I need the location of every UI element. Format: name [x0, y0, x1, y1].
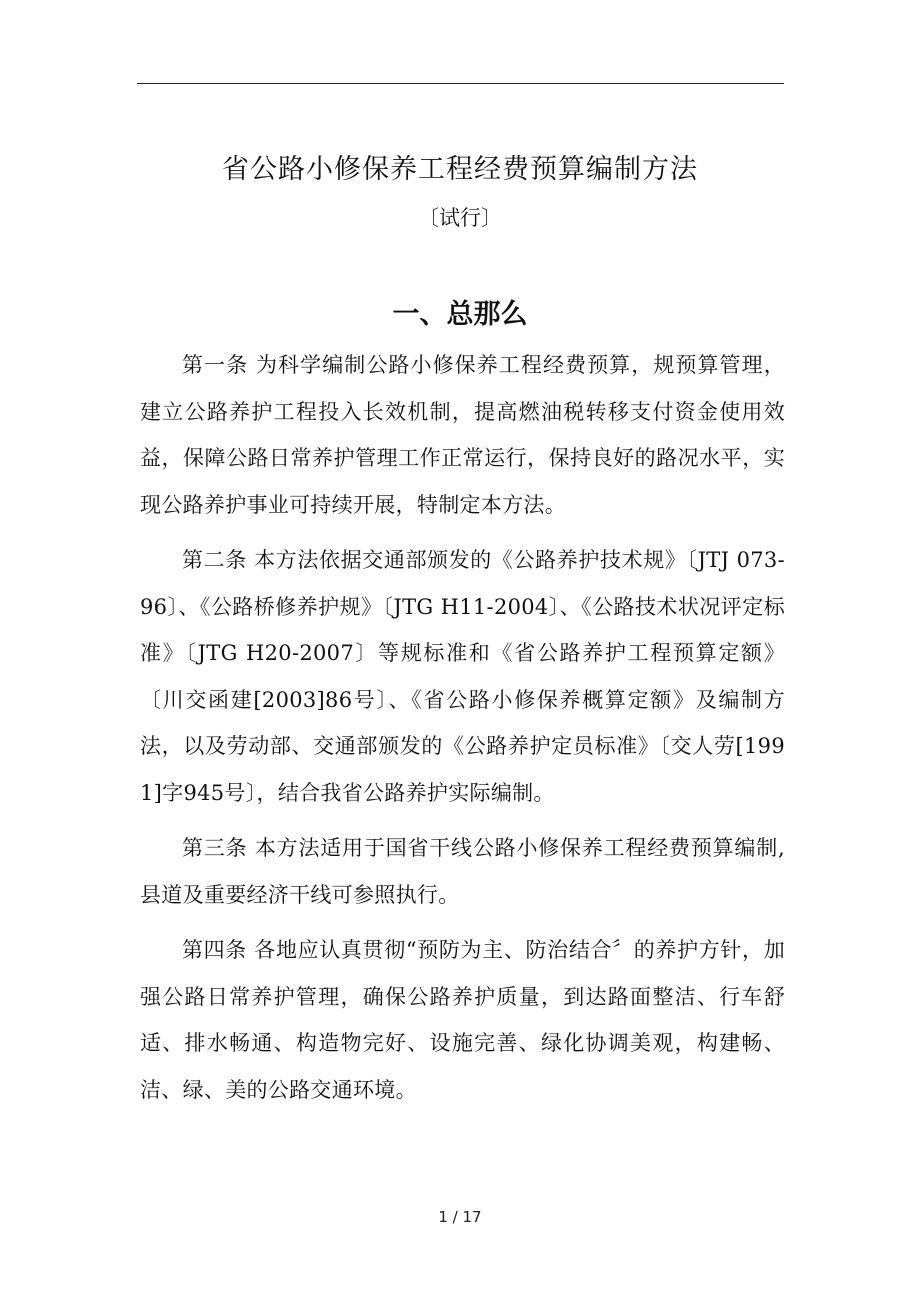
article-1-paragraph: 第一条 为科学编制公路小修保养工程经费预算，规预算管理，建立公路养护工程投入长效机制，提高燃油税转移支付资金使用效益，保障公路日常养护管理工作正常运行，保持良好的路况水平，实现公路养护事业可持续开展，特制定本方法。	[140, 353, 785, 517]
header-rule	[137, 83, 784, 84]
section-heading: 一、总那么	[392, 299, 528, 330]
article-4-paragraph: 第四条 各地应认真贯彻“预防为主、防治结合〞的养护方针，加强公路日常养护管理，确保公路养护质量，到达路面整洁、行车舒适、排水畅通、构造物完好、设施完善、绿化协调美观，构建畅、洁、绿、美的公路交通环境。	[140, 938, 785, 1102]
document-subtitle: 〔试行〕	[418, 206, 502, 230]
document-body	[140, 342, 785, 1122]
article-2-paragraph: 第二条 本方法依据交通部颁发的《公路养护技术规》〔JTJ 073-96〕、《公路桥修养护规》〔JTG H11-2004〕、《公路技术状况评定标准》〔JTG H20-2007〕等规标准和《省公路养护工程预算定额》〔川交函建[2003]86号〕、《省公路小修保养概算定额》及编制方法，以及劳动部、交通部颁发的《公路养护定员标准》〔交人劳[1991]字945号〕，结合我省公路养护实际编制。	[140, 548, 785, 805]
document-title: 省公路小修保养工程经费预算编制方法	[222, 154, 698, 185]
page-number: 1 / 17	[438, 1208, 482, 1226]
article-3-paragraph: 第三条 本方法适用于国省干线公路小修保养工程经费预算编制,县道及重要经济干线可参照执行。	[140, 836, 785, 907]
